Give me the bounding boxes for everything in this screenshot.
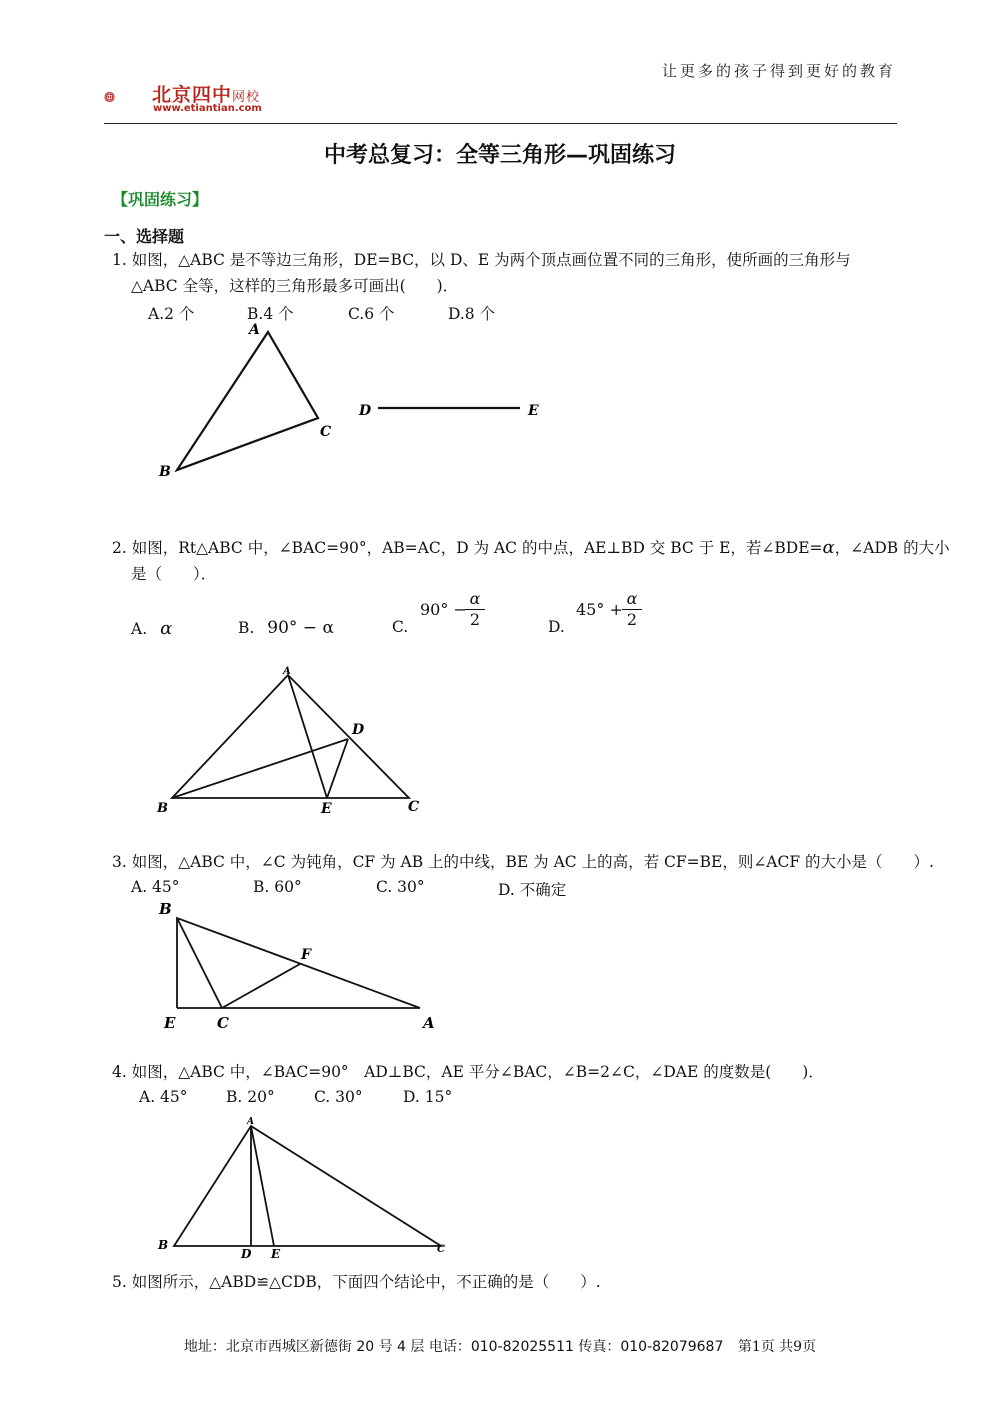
q4-option-b: B. 20° bbox=[226, 1088, 275, 1106]
q2-line-bd bbox=[172, 739, 348, 798]
q1-label-e: E bbox=[528, 403, 539, 419]
q1-label-b: B bbox=[159, 464, 171, 480]
q2-line-de bbox=[327, 739, 348, 798]
logo-name-main: 北京四中 bbox=[152, 84, 233, 106]
q2-option-c-label: C. bbox=[392, 618, 409, 636]
q3-line-cf bbox=[222, 964, 300, 1008]
q3-figure bbox=[150, 898, 450, 1034]
logo-name-suffix: 网校 bbox=[232, 90, 261, 105]
page-footer bbox=[0, 1336, 1000, 1356]
q3-label-b: B bbox=[159, 900, 172, 918]
q1-label-d: D bbox=[359, 403, 372, 419]
q2-label-b: B bbox=[157, 801, 168, 816]
q2-option-c-num: α bbox=[469, 589, 481, 608]
footer-page-number: 第1页 共9页 bbox=[737, 1339, 817, 1355]
q2-option-d-den: 2 bbox=[626, 610, 638, 629]
q2-line-ae bbox=[288, 675, 327, 798]
q3-option-a: A. 45° bbox=[131, 878, 180, 896]
question-2-line1 bbox=[112, 535, 950, 561]
q4-label-b: B bbox=[158, 1238, 169, 1252]
q2-option-b-value: 90° − α bbox=[267, 618, 334, 638]
question-2-tail: ，∠ADB 的大小 bbox=[834, 539, 950, 557]
q2-figure bbox=[150, 664, 440, 816]
q2-option-b bbox=[238, 618, 334, 638]
q4-line-ae bbox=[251, 1126, 274, 1246]
question-3-text: 3. 如图，△ABC 中，∠C 为钝角，CF 为 AB 上的中线，BE 为 AC 上的高，若 CF=BE，则∠ACF 的大小是（ ）. bbox=[112, 853, 934, 871]
q4-triangle-abc bbox=[174, 1126, 441, 1246]
question-2-text: 2. 如图，Rt△ABC 中，∠BAC=90°，AB=AC，D 为 AC 的中点，AE⊥BD 交 BC 于 E，若∠BDE= bbox=[112, 539, 823, 557]
logo-url: www.etiantian.com bbox=[153, 103, 262, 114]
q1-option-b: B.4 个 bbox=[247, 305, 294, 323]
page-title: 中考总复习：全等三角形—巩固练习 bbox=[323, 143, 676, 168]
q3-label-c: C bbox=[217, 1014, 229, 1032]
q2-option-d-lead: 45° + bbox=[576, 600, 623, 619]
q1-triangle-abc bbox=[177, 332, 318, 470]
q2-label-d: D bbox=[352, 722, 365, 738]
q1-label-c: C bbox=[320, 424, 332, 440]
q3-label-e: E bbox=[164, 1014, 176, 1032]
q4-label-c: C bbox=[437, 1244, 445, 1255]
q2-label-c: C bbox=[408, 799, 420, 815]
question-1-line1: 1. 如图，△ABC 是不等边三角形，DE=BC，以 D、E 为两个顶点画位置不同的三角形，使所画的三角形与 bbox=[112, 251, 851, 269]
q4-figure bbox=[150, 1112, 450, 1262]
q1-option-a: A.2 个 bbox=[148, 305, 195, 323]
q2-option-d-num: α bbox=[626, 589, 638, 608]
q2-triangle-abc bbox=[172, 675, 409, 798]
q4-label-a: A bbox=[247, 1117, 254, 1127]
logo-icon bbox=[104, 74, 152, 120]
part-title: 一、选择题 bbox=[104, 227, 185, 246]
q3-option-b: B. 60° bbox=[253, 878, 302, 896]
q4-label-e: E bbox=[271, 1247, 281, 1261]
header-divider bbox=[104, 123, 897, 124]
q4-option-c: C. 30° bbox=[314, 1088, 363, 1106]
q2-label-a: A bbox=[283, 666, 291, 677]
q1-label-a: A bbox=[249, 322, 260, 338]
q2-option-c-lead: 90° − bbox=[420, 600, 467, 619]
q2-option-d-fraction bbox=[622, 590, 642, 629]
q1-figure bbox=[150, 322, 570, 487]
q4-option-a: A. 45° bbox=[139, 1088, 188, 1106]
question-4-text: 4. 如图，△ABC 中，∠BAC=90° AD⊥BC，AE 平分∠BAC，∠B=2∠C，∠DAE 的度数是( )． bbox=[112, 1063, 824, 1081]
section-tag: 【巩固练习】 bbox=[112, 190, 209, 209]
q1-option-c: C.6 个 bbox=[348, 305, 395, 323]
q2-option-c-fraction bbox=[465, 590, 485, 629]
q2-option-b-label: B. bbox=[238, 619, 255, 637]
q2-option-a-value: α bbox=[160, 618, 173, 639]
q3-option-d: D. 不确定 bbox=[498, 881, 567, 899]
question-5-text: 5. 如图所示，△ABD≌△CDB，下面四个结论中，不正确的是（ ）. bbox=[112, 1273, 601, 1291]
q1-option-d: D.8 个 bbox=[448, 305, 496, 323]
question-1-line2: △ABC 全等，这样的三角形最多可画出( )． bbox=[131, 277, 459, 295]
header-slogan: 让更多的孩子得到更好的教育 bbox=[661, 62, 896, 80]
question-2-alpha: α bbox=[822, 537, 835, 558]
footer-address: 地址：北京市西城区新德街 20 号 4 层 电话：010-82025511 传真：010-82079687 bbox=[183, 1339, 724, 1355]
q2-option-d-label: D. bbox=[548, 618, 565, 636]
q2-option-c-den: 2 bbox=[469, 610, 481, 629]
question-2-line2: 是（ ）． bbox=[131, 565, 217, 583]
q2-option-a-label: A. bbox=[131, 620, 148, 638]
q4-option-d: D. 15° bbox=[403, 1088, 453, 1106]
q3-triangle-outline bbox=[177, 918, 420, 1008]
q2-label-e: E bbox=[321, 801, 332, 816]
q2-option-a bbox=[131, 618, 172, 639]
q3-label-a: A bbox=[423, 1014, 435, 1032]
q3-label-f: F bbox=[301, 947, 311, 963]
q4-label-d: D bbox=[241, 1247, 252, 1261]
q3-option-c: C. 30° bbox=[376, 878, 425, 896]
